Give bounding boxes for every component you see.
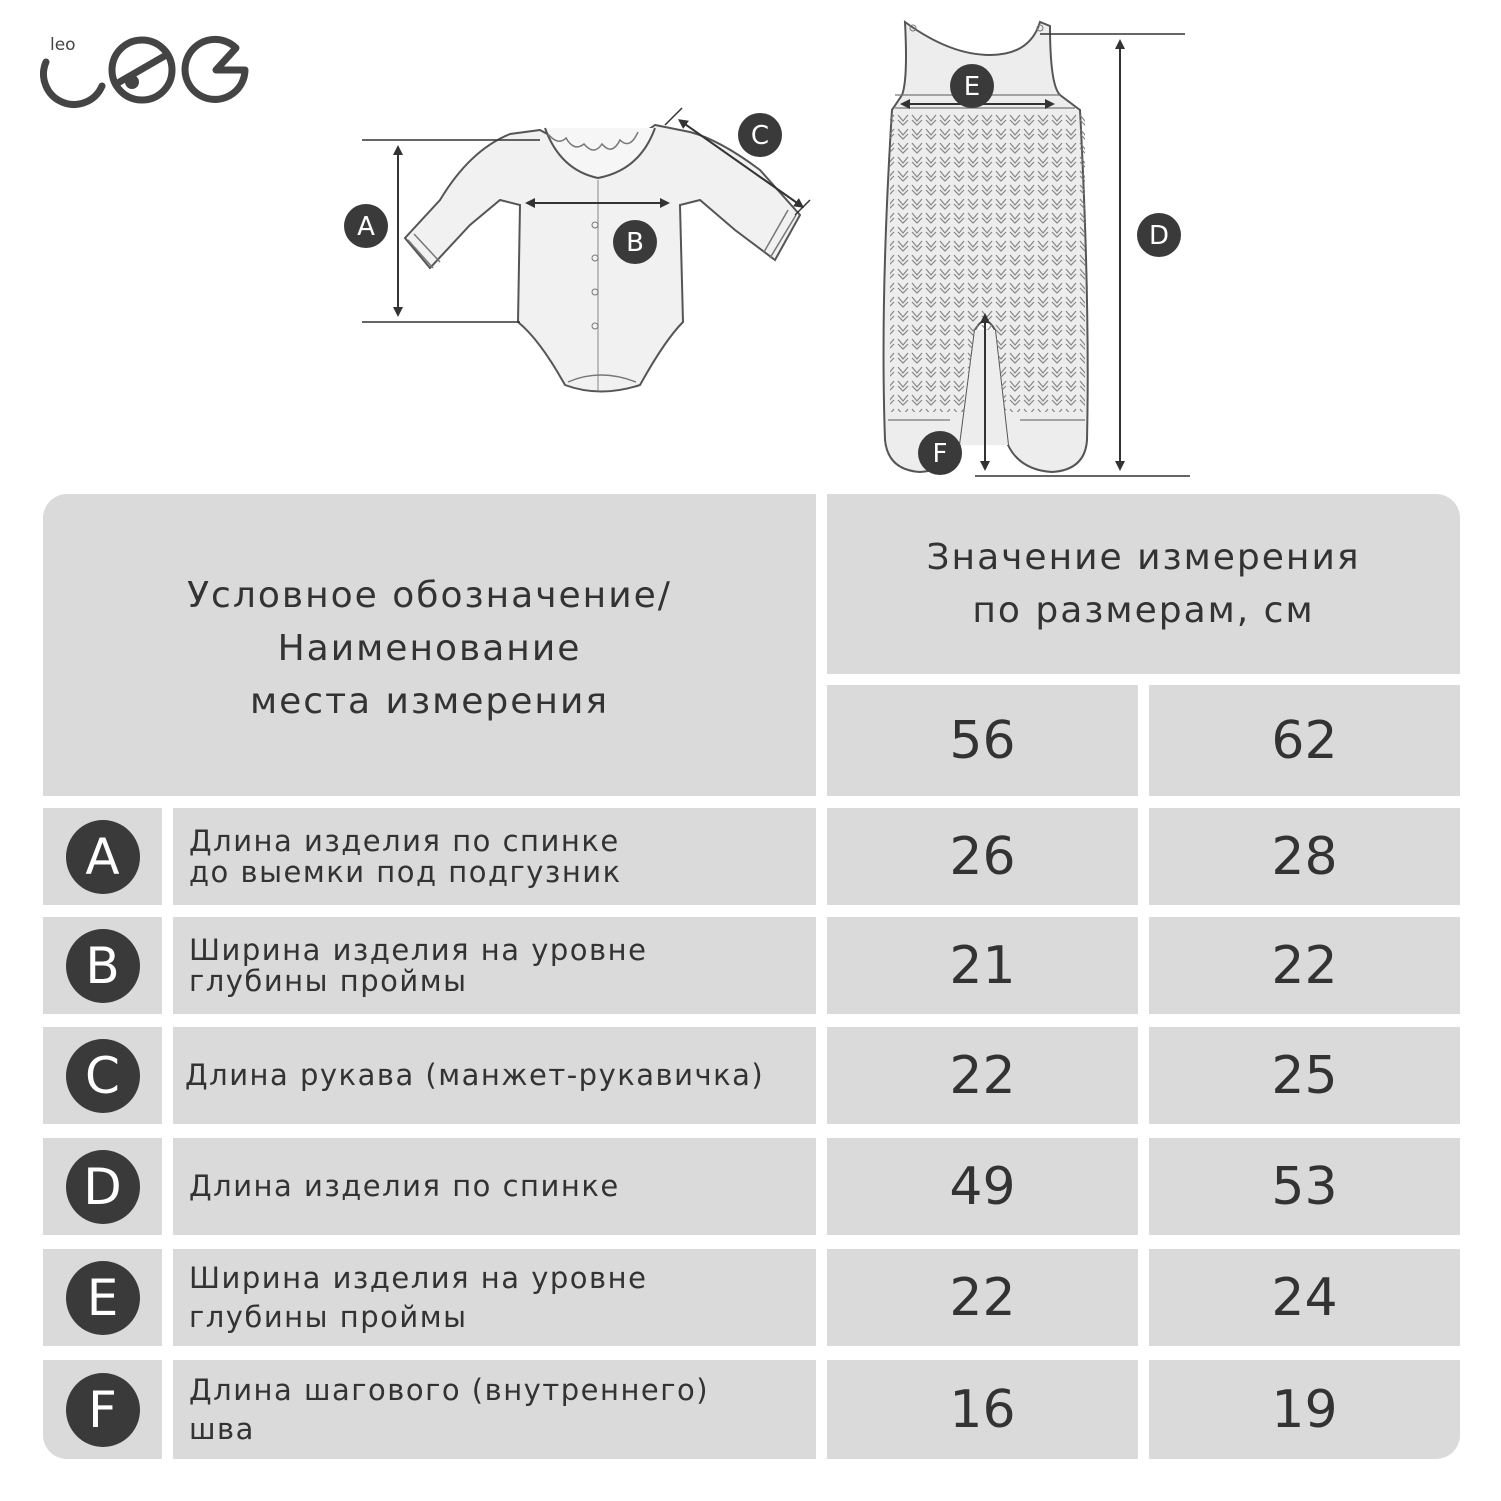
table-row-a-value-56: 26 bbox=[827, 808, 1138, 905]
letter-badge: A bbox=[66, 820, 140, 894]
table-row-f-name bbox=[173, 1360, 816, 1459]
table-row-c-value-56: 22 bbox=[827, 1027, 1138, 1124]
size-table bbox=[43, 494, 1460, 1459]
row-name-line: Длина изделия по спинке bbox=[189, 823, 620, 858]
logo-text: leo bbox=[50, 35, 76, 55]
letter-badge: D bbox=[66, 1150, 140, 1224]
table-row-b-name bbox=[173, 917, 816, 1014]
marker-c bbox=[738, 113, 782, 157]
marker-b bbox=[613, 220, 657, 264]
marker-a bbox=[344, 204, 388, 248]
table-row-c-letter bbox=[43, 1027, 162, 1124]
marker-d bbox=[1137, 213, 1181, 257]
svg-text:B: B bbox=[626, 228, 644, 258]
table-row-f-value-56: 16 bbox=[827, 1360, 1138, 1459]
svg-text:F: F bbox=[932, 439, 948, 469]
svg-text:A: A bbox=[357, 212, 375, 242]
table-row-d-name bbox=[173, 1138, 816, 1235]
marker-f bbox=[918, 431, 962, 475]
row-name-line: глубины проймы bbox=[189, 1299, 468, 1334]
header-designation-line: Наименование bbox=[277, 627, 582, 669]
row-name-line: Длина изделия по спинке bbox=[189, 1169, 620, 1203]
table-row-e-name bbox=[173, 1249, 816, 1346]
row-name-line: Ширина изделия на уровне bbox=[189, 932, 648, 967]
table-row-d-letter bbox=[43, 1138, 162, 1235]
header-measurement-value bbox=[827, 494, 1460, 674]
table-row-a-value-62: 28 bbox=[1149, 808, 1460, 905]
letter-badge: F bbox=[66, 1373, 140, 1447]
table-row-e-value-62: 24 bbox=[1149, 1249, 1460, 1346]
header-designation-line: места измерения bbox=[249, 680, 609, 722]
letter-badge: E bbox=[66, 1261, 140, 1335]
bodysuit-drawing bbox=[362, 108, 810, 392]
table-row-e-letter bbox=[43, 1249, 162, 1346]
row-name-line: шва bbox=[189, 1411, 255, 1446]
garment-diagram bbox=[0, 0, 1501, 490]
letter-badge: B bbox=[66, 929, 140, 1003]
table-row-c-name bbox=[173, 1027, 816, 1124]
row-name-line: глубины проймы bbox=[189, 963, 468, 998]
header-measurement-line: Значение измерения bbox=[926, 537, 1361, 578]
row-name-line: Длина рукава (манжет-рукавичка) bbox=[185, 1058, 765, 1092]
header-designation bbox=[43, 494, 816, 796]
header-measurement-line: по размерам, см bbox=[972, 590, 1315, 631]
table-row-a-letter bbox=[43, 808, 162, 905]
table-row-f-value-62: 19 bbox=[1149, 1360, 1460, 1459]
table-row-f-letter bbox=[43, 1360, 162, 1459]
size-header-56: 56 bbox=[827, 685, 1138, 796]
header-designation-line: Условное обозначение/ bbox=[187, 574, 672, 616]
row-name-line: Ширина изделия на уровне bbox=[189, 1260, 648, 1295]
table-row-b-value-62: 22 bbox=[1149, 917, 1460, 1014]
row-name-line: до выемки под подгузник bbox=[189, 854, 622, 889]
row-name-line: Длина шагового (внутреннего) bbox=[189, 1372, 710, 1407]
svg-text:E: E bbox=[963, 72, 981, 102]
size-header-62: 62 bbox=[1149, 685, 1460, 796]
table-row-d-value-62: 53 bbox=[1149, 1138, 1460, 1235]
table-row-e-value-56: 22 bbox=[827, 1249, 1138, 1346]
table-row-c-value-62: 25 bbox=[1149, 1027, 1460, 1124]
marker-e bbox=[950, 64, 994, 108]
table-row-b-value-56: 21 bbox=[827, 917, 1138, 1014]
svg-text:C: C bbox=[750, 121, 770, 151]
table-row-d-value-56: 49 bbox=[827, 1138, 1138, 1235]
table-row-a-name bbox=[173, 808, 816, 905]
table-row-b-letter bbox=[43, 917, 162, 1014]
letter-badge: C bbox=[66, 1039, 140, 1113]
svg-text:D: D bbox=[1148, 221, 1170, 251]
